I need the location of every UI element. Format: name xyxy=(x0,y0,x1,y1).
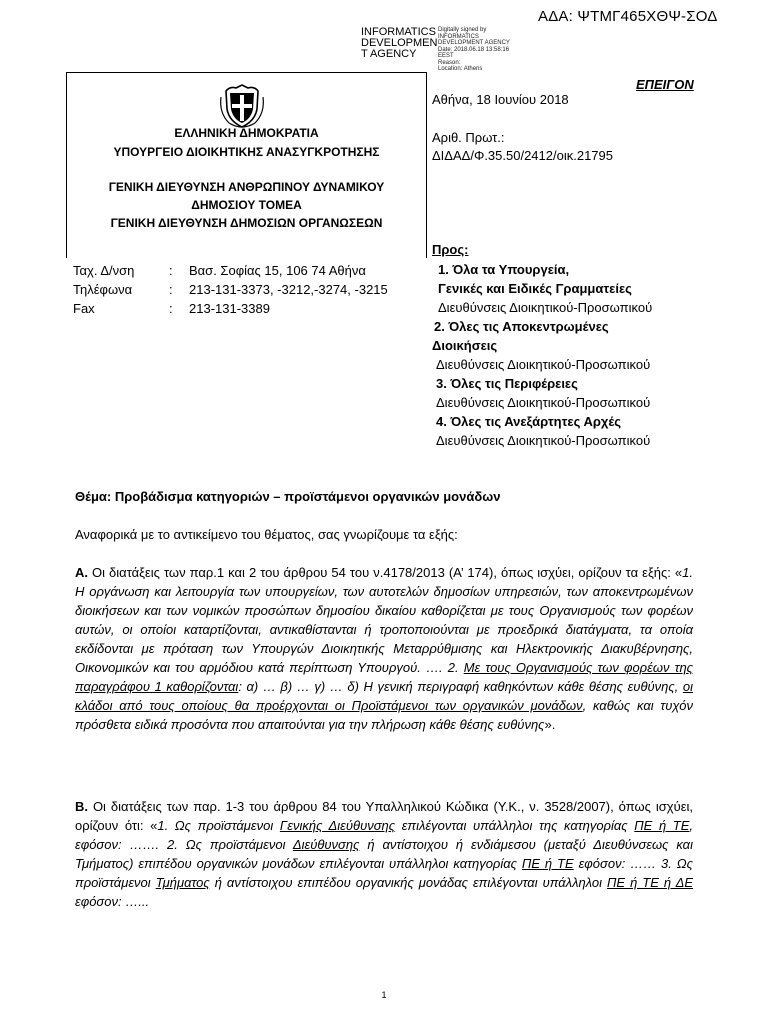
intro-paragraph: Αναφορικά με το αντικείμενο του θέματος, σας γνωρίζουμε τα εξής: xyxy=(75,527,458,542)
header-public-sector: ΔΗΜΟΣΙΟΥ ΤΟΜΕΑ xyxy=(191,198,302,212)
signature-detail-line: INFORMATICS xyxy=(438,33,479,40)
recipient-regions: 3. Όλες τις Περιφέρειες xyxy=(436,376,578,391)
protocol-number: ΔΙΔΑΔ/Φ.35.50/2412/οικ.21795 xyxy=(432,148,613,163)
quoted-underlined-text: ΠΕ ή ΤΕ xyxy=(634,818,690,833)
quoted-text: : α) … β) … γ) … δ) Η γενική περιγραφή καθηκόντων κάθε θέσης ευθύνης, xyxy=(238,679,683,694)
paragraph-b-label: Β. xyxy=(75,799,88,814)
recipient-secretariats: Γενικές και Ειδικές Γραμματείες xyxy=(438,281,632,296)
header-republic: ΕΛΛΗΝΙΚΗ ΔΗΜΟΚΡΑΤΙΑ xyxy=(174,126,319,140)
recipients-list xyxy=(432,260,692,450)
quoted-text: 1. Η οργάνωση και λειτουργία των υπουργείων, των αυτοτελών δημοσίων υπηρεσιών, των αποκεντρωμένων διοικήσεων και των νομικών προσώπων δημοσίου δικαίου καθορίζεται με τους Οργανισμούς των φορέων αυτών, οι οποίοι καταρτίζονται, αντικαθίστανται ή τροποποιούνται με προεδρικά διατάγματα, τα οποία εκδίδονται με πρόταση των Υπουργών Διοικητικής Μεταρρύθμισης και Ηλεκτρονικής Διακυβέρνησης, Οικονομικών και του αρμόδιου κατά περίπτωση Υπουργού. …. 2. xyxy=(75,565,693,675)
address-colon: : xyxy=(169,263,173,278)
header-box-border-right xyxy=(426,72,427,258)
signature-detail-line: DEVELOPMENT AGENCY xyxy=(438,40,510,46)
quoted-text: ή αντίστοιχου ή ενδιάμεσου (μεταξύ Διευθύνσεως και Τμήματος) επιπέδου οργανικών μονάδων επιλέγονται υπάλληλοι κατηγορίας xyxy=(75,837,693,871)
fax-label: Fax xyxy=(73,301,95,316)
page-number: 1 xyxy=(381,990,387,1000)
signature-detail-line: Reason: xyxy=(438,59,461,66)
header-public-organizations: ΓΕΝΙΚΗ ΔΙΕΥΘΥΝΣΗ ΔΗΜΟΣΙΩΝ ΟΡΓΑΝΩΣΕΩΝ xyxy=(110,216,383,230)
signature-organization xyxy=(361,27,439,60)
protocol-label: Αριθ. Πρωτ.: xyxy=(432,130,505,145)
header-ministry: ΥΠΟΥΡΓΕΙΟ ΔΙΟΙΚΗΤΙΚΗΣ ΑΝΑΣΥΓΚΡΟΤΗΣΗΣ xyxy=(113,145,380,159)
recipients-title: Προς: xyxy=(432,242,469,257)
header-box-border-top xyxy=(66,72,426,73)
signature-detail-line: Location: Athens xyxy=(438,66,483,72)
quoted-underlined-text: Γενικής Διεύθυνσης xyxy=(279,818,396,833)
phone-colon: : xyxy=(169,282,173,297)
subject-line: Θέμα: Προβάδισμα κατηγοριών – προϊστάμενοι οργανικών μονάδων xyxy=(75,489,501,504)
signature-details xyxy=(438,27,512,73)
signature-org-line: T AGENCY xyxy=(361,48,417,60)
recipient-directorate: Διευθύνσεις Διοικητικού-Προσωπικού xyxy=(436,395,651,410)
fax-colon: : xyxy=(169,301,173,316)
ada-code: ΑΔΑ: ΨΤΜΓ465ΧΘΨ-ΣΟΔ xyxy=(538,8,718,25)
paragraph-a-label: Α. xyxy=(75,565,88,580)
quoted-underlined-text: Με τους Οργανισμούς των φορέων της παραγράφου 1 καθορίζονται xyxy=(75,660,693,694)
recipient-independent-authorities: 4. Όλες τις Ανεξάρτητες Αρχές xyxy=(436,414,622,429)
paragraph-text: ». xyxy=(544,717,556,732)
quoted-text: ή αντίστοιχου επιπέδου οργανικής μονάδας επιλέγονται υπάλληλοι xyxy=(209,875,608,890)
quoted-underlined-text: οι κλάδοι από τους οποίους θα προέρχονται οι Προϊστάμενοι των οργανικών μονάδων xyxy=(75,679,694,713)
recipient-directorate: Διευθύνσεις Διοικητικού-Προσωπικού xyxy=(436,357,651,372)
paragraph-b xyxy=(75,797,693,911)
paragraph-a xyxy=(75,563,693,734)
paragraph-text: Οι διατάξεις των παρ. 1-3 του άρθρου 84 του Υπαλληλικού Κώδικα (Υ.Κ., ν. 3528/2007), όπως ισχύει, ορίζουν ότι: « xyxy=(75,799,693,833)
recipient-decentralized: 2. Όλες τις Αποκεντρωμένες xyxy=(434,319,609,334)
recipient-ministries: 1. Όλα τα Υπουργεία, xyxy=(438,262,570,277)
quoted-text: 1. Ως προϊστάμενοι xyxy=(157,818,280,833)
signature-org-line: INFORMATICS xyxy=(361,26,436,38)
signature-detail-line: Date: 2018.06.18 13:58:16 xyxy=(438,46,510,53)
quoted-underlined-text: ΠΕ ή ΤΕ xyxy=(521,856,574,871)
quoted-text: , καθώς και τυχόν πρόσθετα ειδικά προσόντα που απαιτούνται για την πλήρωση κάθε θέσης ευθύνης xyxy=(75,698,693,732)
address-value: Βασ. Σοφίας 15, 106 74 Αθήνα xyxy=(189,263,366,278)
quoted-text: εφόσον: …… 3. Ως προϊστάμενοι xyxy=(75,856,693,890)
address-label: Ταχ. Δ/νση xyxy=(73,263,135,278)
signature-detail-line: Digitally signed by xyxy=(438,27,487,33)
urgency-label: ΕΠΕΙΓΟΝ xyxy=(636,77,694,92)
quoted-underlined-text: Τμήματος xyxy=(155,875,210,890)
recipient-directorate: Διευθύνσεις Διοικητικού-Προσωπικού xyxy=(438,300,653,315)
quoted-underlined-text: ΠΕ ή ΤΕ ή ΔΕ xyxy=(607,875,693,890)
quoted-text: επιλέγονται υπάλληλοι της κατηγορίας xyxy=(395,818,635,833)
paragraph-text: Οι διατάξεις των παρ.1 και 2 του άρθρου 54 του ν.4178/2013 (Α’ 174), όπως ισχύει, ορίζουν τα εξής: « xyxy=(88,565,683,580)
quoted-text: , εφόσον: ……. 2. Ως προϊστάμενοι xyxy=(75,818,694,852)
signature-org-line: DEVELOPMEN xyxy=(361,37,438,49)
fax-value: 213-131-3389 xyxy=(189,301,270,316)
phone-value: 213-131-3373, -3212,-3274, -3215 xyxy=(189,282,388,297)
header-general-directorate: ΓΕΝΙΚΗ ΔΙΕΥΘΥΝΣΗ ΑΝΘΡΩΠΙΝΟΥ ΔΥΝΑΜΙΚΟΥ xyxy=(108,180,385,194)
recipient-directorate: Διευθύνσεις Διοικητικού-Προσωπικού xyxy=(436,433,651,448)
document-date: Αθήνα, 18 Ιουνίου 2018 xyxy=(432,92,569,107)
phone-label: Τηλέφωνα xyxy=(73,282,133,297)
quoted-underlined-text: Διεύθυνσης xyxy=(292,837,360,852)
signature-detail-line: EEST xyxy=(438,53,454,59)
recipient-administrations: Διοικήσεις xyxy=(432,338,498,353)
quoted-text: εφόσον: …... xyxy=(75,894,150,909)
